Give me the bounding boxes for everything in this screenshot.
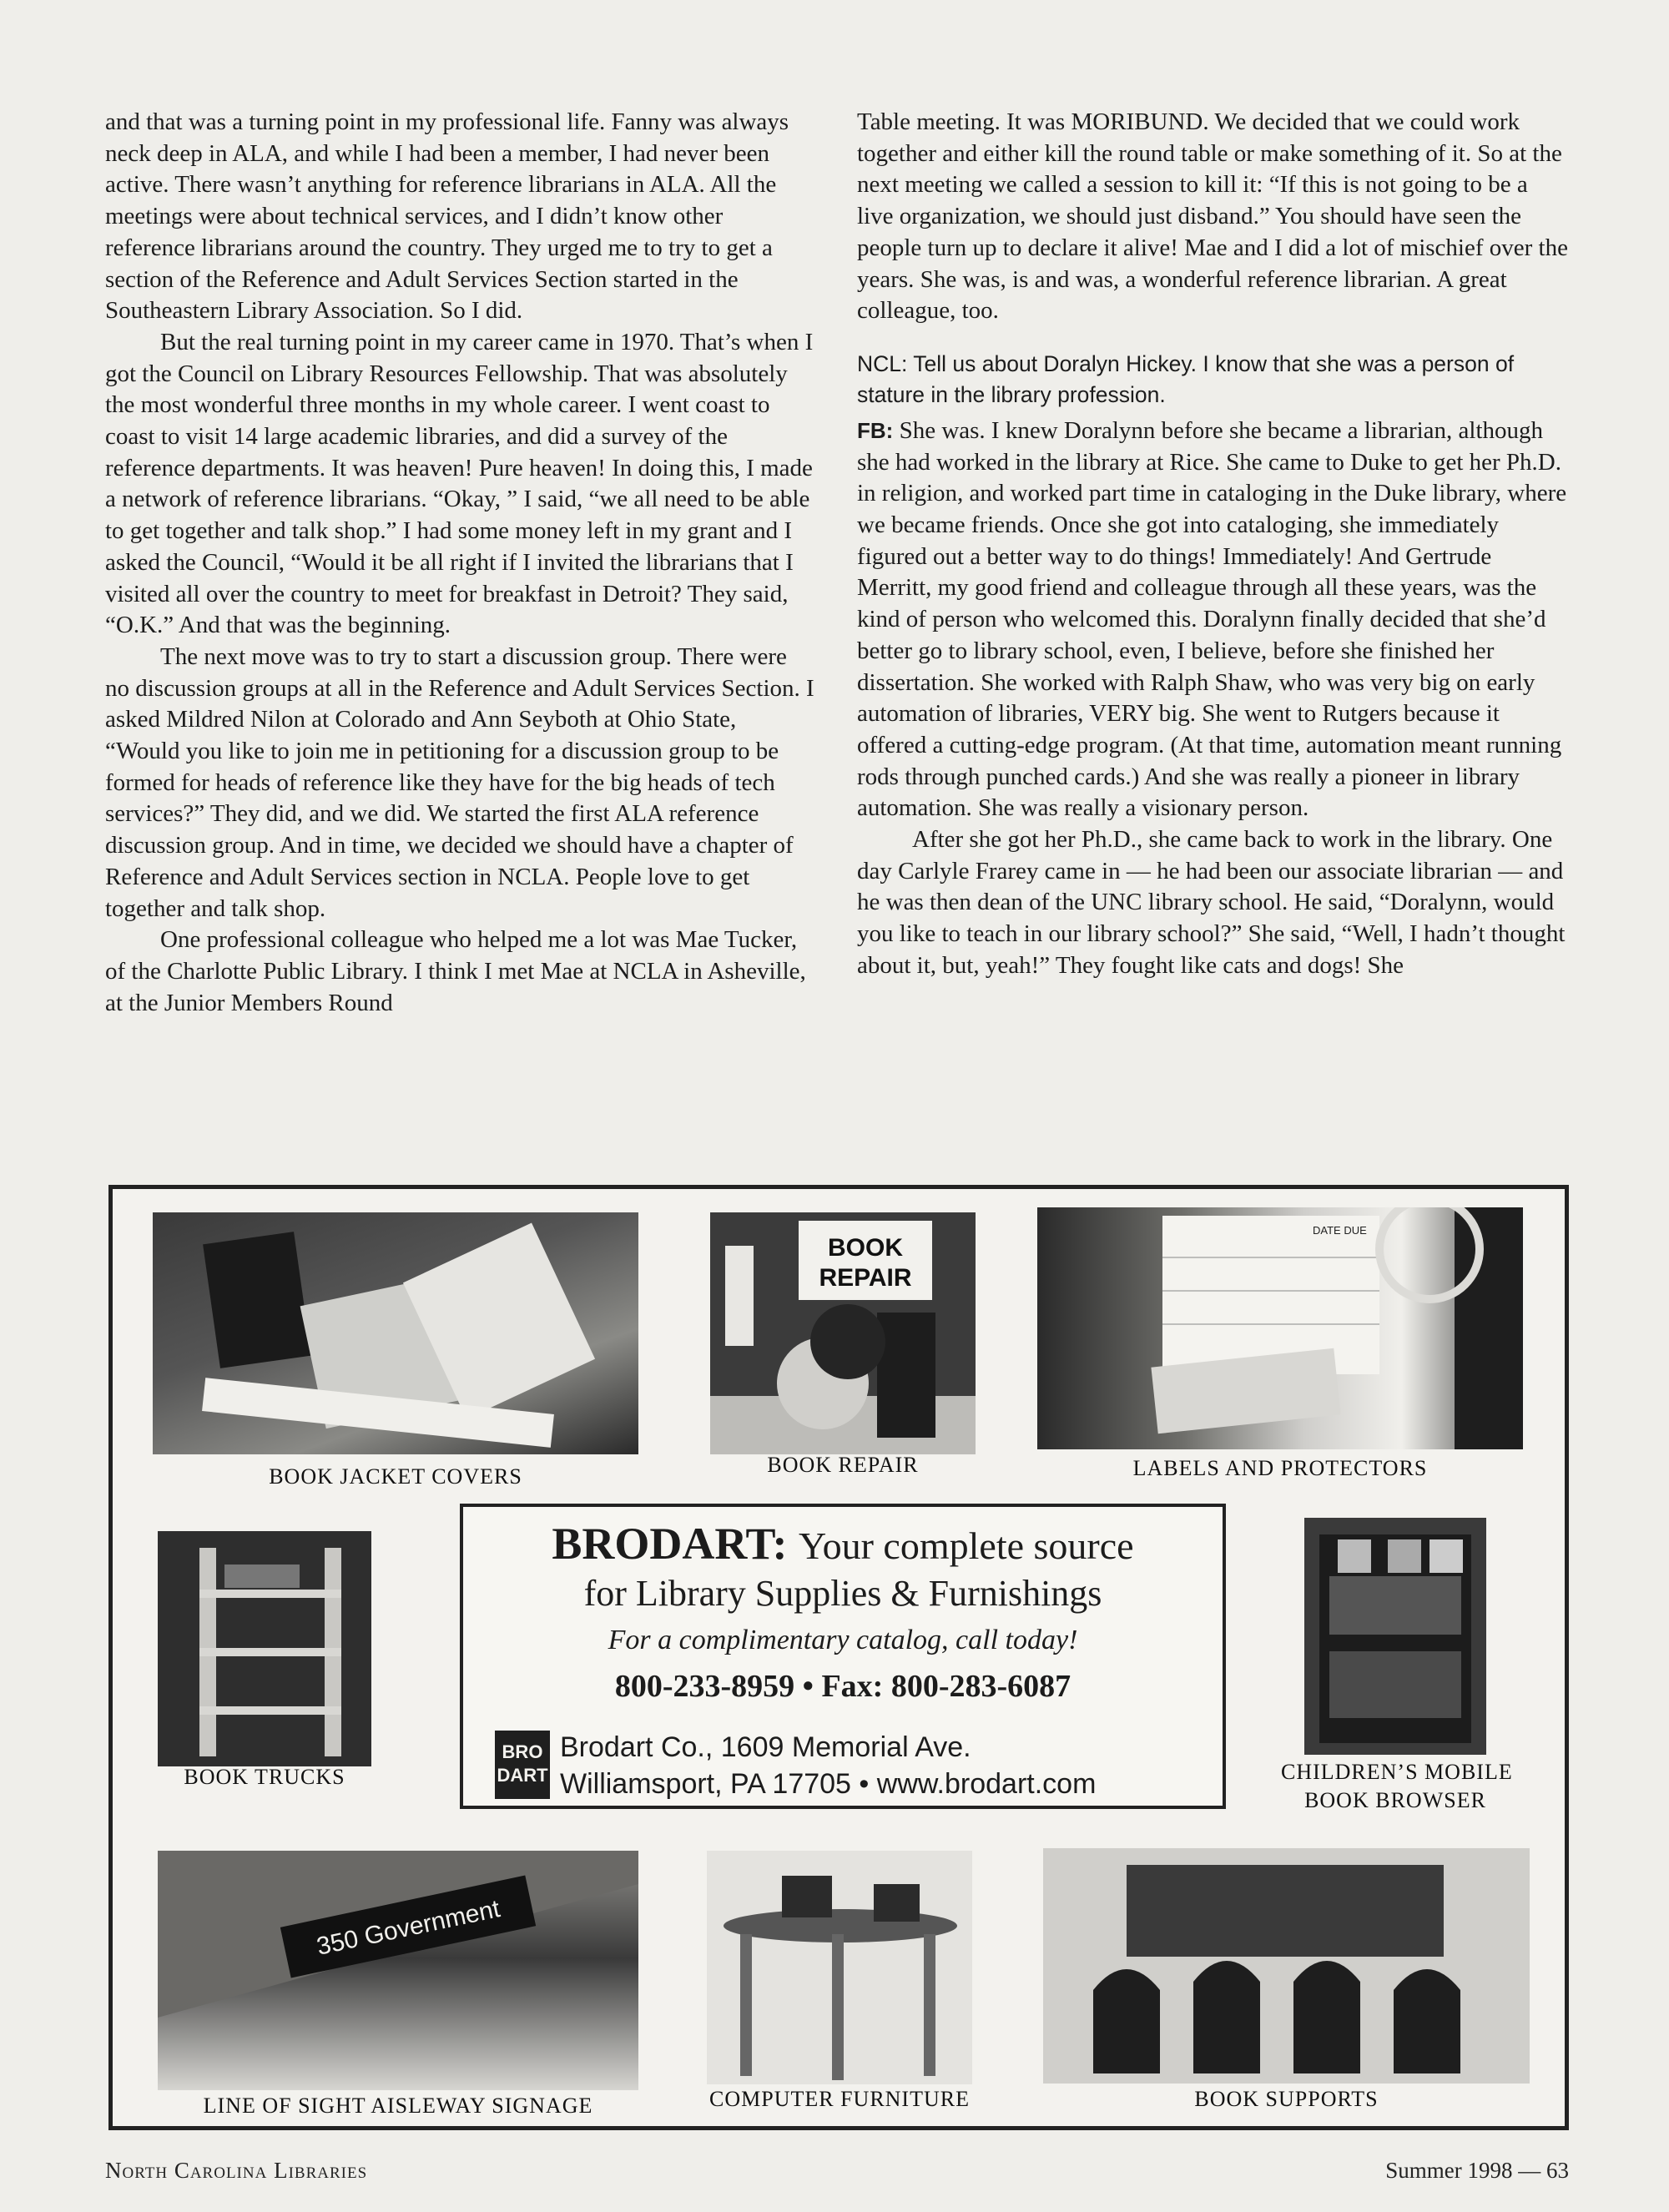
address-block (497, 1729, 1096, 1802)
caption-book-supports: BOOK SUPPORTS (1194, 2087, 1379, 2111)
tagline-line2: for Library Supplies & Furnishings (583, 1573, 1102, 1614)
aisle-signage-photo (158, 1851, 638, 2090)
speaker-label: FB: (857, 417, 894, 443)
caption-aisleway-signage: LINE OF SIGHT AISLEWAY SIGNAGE (203, 2094, 593, 2118)
book-supports-photo (1043, 1848, 1530, 2084)
tagline-line1: Your complete source (799, 1524, 1134, 1567)
paragraph: One professional colleague who helped me a lot was Mae Tucker, of the Charlotte Public Library. I think I met Mae at NCLA in Asheville, at the Junior Members Round (105, 926, 806, 1016)
interview-question (857, 349, 1568, 411)
brand-name: BRODART: (552, 1519, 788, 1569)
brodart-logo: BRO DART (495, 1731, 550, 1799)
brodart-contact-box (460, 1504, 1226, 1809)
catalog-offer: For a complimentary catalog, call today! (608, 1625, 1078, 1655)
question-text: Tell us about Doralyn Hickey. I know that she was a person of stature in the library profession. (857, 350, 1515, 407)
paragraph: The next move was to try to start a discussion group. There were no discussion groups at all in the Reference and Adult Services Section. I asked Mildred Nilon at Colorado and Ann Seyboth at Ohio State, “Would you like to join me in petitioning for a discussion group to be formed for heads of reference like they have for the big heads of tech services?” They did, and we did. We started the first ALA reference discussion group. And in time, we decided we should have a chapter of Reference and Adult Services section in NCLA. People love to get together and talk shop. (105, 642, 814, 922)
labels-protectors-photo (1037, 1207, 1523, 1449)
paragraph: and that was a turning point in my professional life. Fanny was always neck deep in ALA, and while I had been a member, I had never been active. There wasn’t anything for reference librarians in ALA. All the meetings were about technical services, and I didn’t know other reference librarians around the country. They urged me to try to get a section of the Reference and Adult Services Section started in the Southeastern Library Association. So I did. (105, 108, 789, 325)
book-repair-photo (710, 1212, 976, 1454)
phone-numbers: 800-233-8959 • Fax: 800-283-6087 (614, 1669, 1071, 1704)
caption-book-repair: BOOK REPAIR (767, 1453, 919, 1477)
right-column (857, 107, 1568, 982)
books-illustration (153, 1212, 638, 1454)
caption-book-trucks: BOOK TRUCKS (184, 1765, 345, 1789)
childrens-browser-photo (1304, 1518, 1486, 1755)
interview-answer (857, 416, 1568, 824)
aisle-sign-text: 350 Government (314, 1895, 503, 1961)
footer-publication: North Carolina Libraries (105, 2158, 368, 2183)
paragraph: After she got her Ph.D., she came back to work in the library. One day Carlyle Frarey came in — he had been our associate librarian — and he was then dean of the UNC library school. He said, “Doralynn, would you like to teach in our library school?” She said, “Well, I hadn’t thought about it, but, yeah!” They fought like cats and dogs! She (857, 826, 1566, 979)
computer-furniture-photo (707, 1851, 972, 2084)
book-jacket-photo (153, 1212, 638, 1454)
caption-labels-protectors: LABELS AND PROTECTORS (1132, 1456, 1428, 1480)
speaker-label: NCL: (857, 350, 908, 376)
book-trucks-photo (158, 1531, 371, 1766)
answer-text: She was. I knew Doralynn before she became a librarian, although she had worked in the library at Rice. She came to Duke to get her Ph.D. in religion, and worked part time in cataloging in the Duke library, where we became friends. Once she got into cataloging, she immediately figured out a better way to do things! Immediately! And Gertrude Merritt, my good friend and colleague through all these years, was the kind of person who welcomed this. Doralynn finally decided that she’d better go to library school, even, I believe, before she finished her dissertation. She worked with Ralph Shaw, who was very big on early automation of libraries, VERY big. She went to Rutgers because it offered a cutting-edge program. (At that time, automation meant running rods through punched cards.) And she was really a pioneer in library automation. She was really a visionary person. (857, 416, 1567, 822)
paragraph: But the real turning point in my career came in 1970. That’s when I got the Council on Library Resources Fellowship. That was absolutely the most wonderful three months in my whole career. I went coast to coast to visit 14 large academic libraries, and did a survey of the reference departments. It was heaven! Pure heaven! In doing this, I made a network of reference librarians. “Okay, ” I said, “we all need to be able to get together and talk shop.” I had some money left in my grant and I asked the Council, “Would it be all right if I invited the librarians that I visited all over the country to meet for breakfast in Detroit? They said, “O.K.” And that was the beginning. (105, 328, 814, 639)
book-repair-box-text: BOOK (828, 1234, 903, 1262)
footer-issue-page: Summer 1998 — 63 (1385, 2158, 1569, 2183)
book-repair-box-text: REPAIR (819, 1264, 912, 1292)
address-line: Williamsport, PA 17705 • www.brodart.com (560, 1768, 1097, 1800)
caption-computer-furniture: COMPUTER FURNITURE (709, 2087, 970, 2111)
brodart-headline (463, 1519, 1223, 1571)
date-due-label: DATE DUE (1313, 1224, 1367, 1237)
paragraph: Table meeting. It was MORIBUND. We decided that we could work together and either kill the round table or make something of it. So at the next meeting we called a session to kill it: “If this is not going to be a live organization, we should just disband.” You should have seen the people turn up to declare it alive! Mae and I did a lot of mischief over the years. She was, is and was, a wonderful reference librarian. A great colleague, too. (857, 108, 1568, 325)
address-line: Brodart Co., 1609 Memorial Ave. (560, 1731, 971, 1763)
brodart-advertisement (108, 1185, 1569, 2130)
caption-book-jacket-covers: BOOK JACKET COVERS (269, 1464, 522, 1489)
caption-childrens-browser: CHILDREN’S MOBILE BOOK BROWSER (1281, 1760, 1513, 1812)
left-column (105, 107, 816, 1019)
